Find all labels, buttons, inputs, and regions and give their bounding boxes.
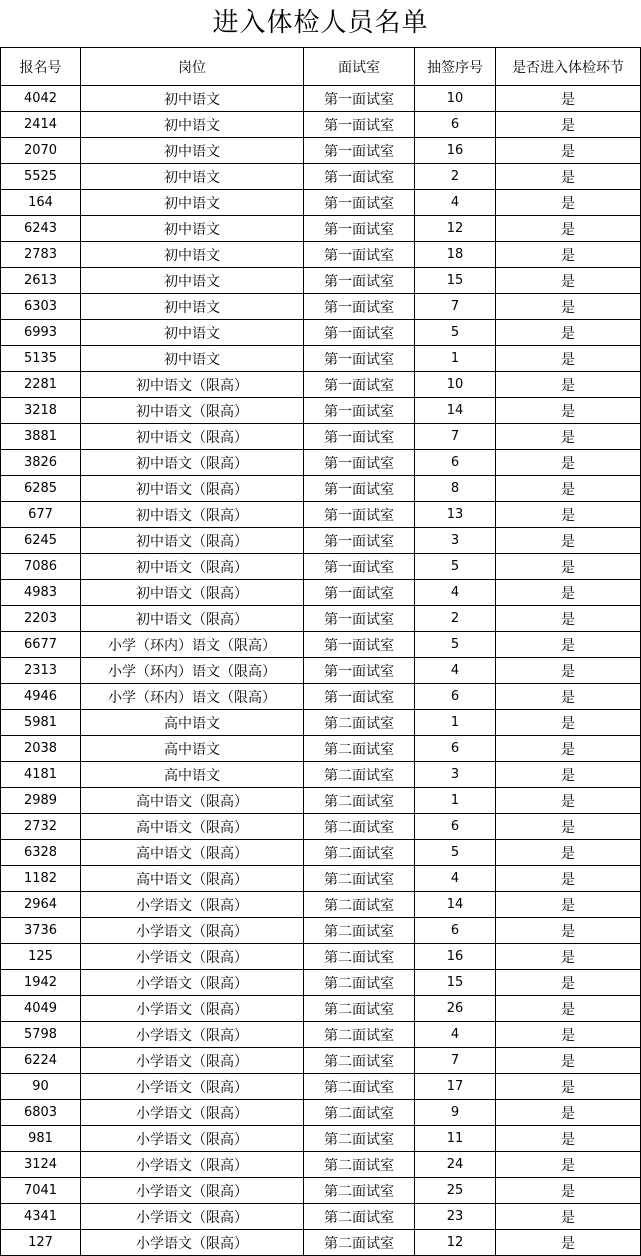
draw-number-cell: 2 — [415, 606, 496, 632]
position-cell: 小学语文（限高） — [81, 918, 304, 944]
interview-room-cell: 第二面试室 — [304, 944, 415, 970]
registration-number-cell: 2613 — [1, 268, 81, 294]
registration-number-cell: 5525 — [1, 164, 81, 190]
table-row — [1, 736, 641, 762]
registration-number-cell: 2070 — [1, 138, 81, 164]
interview-room-cell: 第一面试室 — [304, 528, 415, 554]
interview-room-cell: 第二面试室 — [304, 866, 415, 892]
draw-number-cell: 18 — [415, 242, 496, 268]
draw-number-cell: 1 — [415, 346, 496, 372]
interview-room-cell: 第二面试室 — [304, 892, 415, 918]
interview-room-cell: 第二面试室 — [304, 1100, 415, 1126]
table-body — [1, 86, 641, 1256]
position-cell: 小学语文（限高） — [81, 944, 304, 970]
draw-number-cell: 9 — [415, 1100, 496, 1126]
draw-number-cell: 15 — [415, 970, 496, 996]
interview-room-cell: 第二面试室 — [304, 1152, 415, 1178]
position-cell: 初中语文（限高） — [81, 528, 304, 554]
page-title: 进入体检人员名单 — [212, 8, 429, 38]
draw-number-cell: 4 — [415, 866, 496, 892]
position-cell: 小学语文（限高） — [81, 1230, 304, 1256]
table-row — [1, 424, 641, 450]
draw-number-cell: 2 — [415, 164, 496, 190]
interview-room-cell: 第一面试室 — [304, 86, 415, 112]
interview-room-cell: 第一面试室 — [304, 164, 415, 190]
exam-status-cell: 是 — [496, 866, 641, 892]
table-row — [1, 164, 641, 190]
registration-number-cell: 5981 — [1, 710, 81, 736]
draw-number-cell: 6 — [415, 736, 496, 762]
position-cell: 初中语文（限高） — [81, 450, 304, 476]
registration-number-cell: 6285 — [1, 476, 81, 502]
interview-room-cell: 第一面试室 — [304, 216, 415, 242]
exam-status-cell: 是 — [496, 1048, 641, 1074]
table-row — [1, 866, 641, 892]
interview-room-cell: 第一面试室 — [304, 112, 415, 138]
registration-number-cell: 1182 — [1, 866, 81, 892]
table-row — [1, 762, 641, 788]
draw-number-cell: 7 — [415, 424, 496, 450]
draw-number-cell: 14 — [415, 398, 496, 424]
position-cell: 小学语文（限高） — [81, 996, 304, 1022]
exam-status-cell: 是 — [496, 112, 641, 138]
exam-status-cell: 是 — [496, 372, 641, 398]
exam-status-cell: 是 — [496, 320, 641, 346]
table-header — [1, 48, 641, 86]
registration-number-cell: 125 — [1, 944, 81, 970]
table-row — [1, 944, 641, 970]
position-cell: 小学（环内）语文（限高） — [81, 684, 304, 710]
interview-room-cell: 第二面试室 — [304, 840, 415, 866]
position-cell: 高中语文（限高） — [81, 840, 304, 866]
exam-status-cell: 是 — [496, 164, 641, 190]
table-row — [1, 294, 641, 320]
draw-number-cell: 16 — [415, 944, 496, 970]
exam-status-cell: 是 — [496, 918, 641, 944]
table-row — [1, 476, 641, 502]
table-row — [1, 268, 641, 294]
registration-number-cell: 6677 — [1, 632, 81, 658]
exam-status-cell: 是 — [496, 684, 641, 710]
registration-number-cell: 6224 — [1, 1048, 81, 1074]
table-row — [1, 1048, 641, 1074]
draw-number-cell: 6 — [415, 684, 496, 710]
registration-number-cell: 2038 — [1, 736, 81, 762]
position-cell: 小学（环内）语文（限高） — [81, 632, 304, 658]
interview-room-cell: 第一面试室 — [304, 372, 415, 398]
exam-status-cell: 是 — [496, 658, 641, 684]
exam-status-cell: 是 — [496, 606, 641, 632]
exam-status-cell: 是 — [496, 86, 641, 112]
column-header-registration-number: 报名号 — [1, 48, 81, 86]
table-row — [1, 216, 641, 242]
draw-number-cell: 14 — [415, 892, 496, 918]
draw-number-cell: 5 — [415, 320, 496, 346]
registration-number-cell: 4946 — [1, 684, 81, 710]
table-row — [1, 918, 641, 944]
column-header-interview-room: 面试室 — [304, 48, 415, 86]
exam-status-cell: 是 — [496, 268, 641, 294]
draw-number-cell: 4 — [415, 1022, 496, 1048]
registration-number-cell: 3736 — [1, 918, 81, 944]
interview-room-cell: 第二面试室 — [304, 1022, 415, 1048]
table-row — [1, 1204, 641, 1230]
exam-status-cell: 是 — [496, 970, 641, 996]
draw-number-cell: 13 — [415, 502, 496, 528]
registration-number-cell: 6303 — [1, 294, 81, 320]
interview-room-cell: 第一面试室 — [304, 554, 415, 580]
draw-number-cell: 4 — [415, 190, 496, 216]
exam-status-cell: 是 — [496, 528, 641, 554]
position-cell: 小学（环内）语文（限高） — [81, 658, 304, 684]
registration-number-cell: 7086 — [1, 554, 81, 580]
table-row — [1, 788, 641, 814]
draw-number-cell: 8 — [415, 476, 496, 502]
draw-number-cell: 12 — [415, 1230, 496, 1256]
registration-number-cell: 3881 — [1, 424, 81, 450]
exam-status-cell: 是 — [496, 502, 641, 528]
table-row — [1, 398, 641, 424]
interview-room-cell: 第一面试室 — [304, 632, 415, 658]
exam-status-cell: 是 — [496, 580, 641, 606]
interview-room-cell: 第一面试室 — [304, 398, 415, 424]
draw-number-cell: 26 — [415, 996, 496, 1022]
position-cell: 初中语文 — [81, 138, 304, 164]
table-row — [1, 996, 641, 1022]
exam-status-cell: 是 — [496, 1074, 641, 1100]
draw-number-cell: 10 — [415, 86, 496, 112]
table-row — [1, 450, 641, 476]
position-cell: 小学语文（限高） — [81, 970, 304, 996]
registration-number-cell: 1942 — [1, 970, 81, 996]
interview-room-cell: 第一面试室 — [304, 450, 415, 476]
exam-status-cell: 是 — [496, 424, 641, 450]
registration-number-cell: 90 — [1, 1074, 81, 1100]
position-cell: 高中语文 — [81, 710, 304, 736]
registration-number-cell: 2281 — [1, 372, 81, 398]
registration-number-cell: 677 — [1, 502, 81, 528]
exam-status-cell: 是 — [496, 762, 641, 788]
registration-number-cell: 5135 — [1, 346, 81, 372]
draw-number-cell: 1 — [415, 788, 496, 814]
interview-room-cell: 第一面试室 — [304, 684, 415, 710]
interview-room-cell: 第一面试室 — [304, 502, 415, 528]
interview-room-cell: 第二面试室 — [304, 788, 415, 814]
exam-status-cell: 是 — [496, 632, 641, 658]
exam-status-cell: 是 — [496, 1230, 641, 1256]
interview-room-cell: 第一面试室 — [304, 606, 415, 632]
exam-status-cell: 是 — [496, 554, 641, 580]
table-row — [1, 710, 641, 736]
draw-number-cell: 24 — [415, 1152, 496, 1178]
interview-room-cell: 第一面试室 — [304, 320, 415, 346]
exam-status-cell: 是 — [496, 788, 641, 814]
position-cell: 小学语文（限高） — [81, 1100, 304, 1126]
table-row — [1, 1126, 641, 1152]
position-cell: 初中语文（限高） — [81, 398, 304, 424]
interview-room-cell: 第一面试室 — [304, 476, 415, 502]
table-row — [1, 580, 641, 606]
exam-status-cell: 是 — [496, 398, 641, 424]
table-row — [1, 840, 641, 866]
registration-number-cell: 3218 — [1, 398, 81, 424]
interview-room-cell: 第一面试室 — [304, 242, 415, 268]
registration-number-cell: 3124 — [1, 1152, 81, 1178]
table-row — [1, 138, 641, 164]
exam-status-cell: 是 — [496, 138, 641, 164]
draw-number-cell: 5 — [415, 554, 496, 580]
table-row — [1, 1178, 641, 1204]
position-cell: 小学语文（限高） — [81, 1152, 304, 1178]
draw-number-cell: 4 — [415, 580, 496, 606]
position-cell: 初中语文 — [81, 190, 304, 216]
table-row — [1, 242, 641, 268]
interview-room-cell: 第二面试室 — [304, 1178, 415, 1204]
table-row — [1, 320, 641, 346]
position-cell: 初中语文 — [81, 268, 304, 294]
draw-number-cell: 16 — [415, 138, 496, 164]
interview-room-cell: 第一面试室 — [304, 424, 415, 450]
registration-number-cell: 4181 — [1, 762, 81, 788]
position-cell: 小学语文（限高） — [81, 892, 304, 918]
registration-number-cell: 981 — [1, 1126, 81, 1152]
position-cell: 高中语文（限高） — [81, 814, 304, 840]
interview-room-cell: 第二面试室 — [304, 970, 415, 996]
draw-number-cell: 23 — [415, 1204, 496, 1230]
interview-room-cell: 第二面试室 — [304, 814, 415, 840]
position-cell: 初中语文 — [81, 242, 304, 268]
interview-room-cell: 第二面试室 — [304, 1048, 415, 1074]
exam-status-cell: 是 — [496, 892, 641, 918]
position-cell: 初中语文（限高） — [81, 554, 304, 580]
exam-status-cell: 是 — [496, 346, 641, 372]
exam-status-cell: 是 — [496, 1100, 641, 1126]
table-row — [1, 1230, 641, 1256]
exam-status-cell: 是 — [496, 476, 641, 502]
draw-number-cell: 17 — [415, 1074, 496, 1100]
table-row — [1, 554, 641, 580]
table-row — [1, 1100, 641, 1126]
exam-status-cell: 是 — [496, 190, 641, 216]
registration-number-cell: 4042 — [1, 86, 81, 112]
table-row — [1, 970, 641, 996]
draw-number-cell: 3 — [415, 762, 496, 788]
position-cell: 高中语文 — [81, 762, 304, 788]
registration-number-cell: 4049 — [1, 996, 81, 1022]
position-cell: 初中语文 — [81, 216, 304, 242]
registration-number-cell: 2203 — [1, 606, 81, 632]
position-cell: 初中语文（限高） — [81, 580, 304, 606]
registration-number-cell: 2414 — [1, 112, 81, 138]
draw-number-cell: 25 — [415, 1178, 496, 1204]
interview-room-cell: 第一面试室 — [304, 294, 415, 320]
registration-number-cell: 6245 — [1, 528, 81, 554]
draw-number-cell: 1 — [415, 710, 496, 736]
registration-number-cell: 2964 — [1, 892, 81, 918]
table-row — [1, 814, 641, 840]
registration-number-cell: 164 — [1, 190, 81, 216]
exam-status-cell: 是 — [496, 1178, 641, 1204]
position-cell: 初中语文（限高） — [81, 476, 304, 502]
interview-room-cell: 第一面试室 — [304, 346, 415, 372]
draw-number-cell: 6 — [415, 918, 496, 944]
interview-room-cell: 第二面试室 — [304, 762, 415, 788]
exam-status-cell: 是 — [496, 1022, 641, 1048]
interview-room-cell: 第二面试室 — [304, 1074, 415, 1100]
exam-status-cell: 是 — [496, 242, 641, 268]
registration-number-cell: 7041 — [1, 1178, 81, 1204]
interview-room-cell: 第一面试室 — [304, 658, 415, 684]
table-row — [1, 892, 641, 918]
column-header-position: 岗位 — [81, 48, 304, 86]
table-row — [1, 684, 641, 710]
draw-number-cell: 4 — [415, 658, 496, 684]
interview-room-cell: 第二面试室 — [304, 1230, 415, 1256]
position-cell: 小学语文（限高） — [81, 1074, 304, 1100]
registration-number-cell: 6993 — [1, 320, 81, 346]
registration-number-cell: 127 — [1, 1230, 81, 1256]
registration-number-cell: 6243 — [1, 216, 81, 242]
interview-room-cell: 第二面试室 — [304, 710, 415, 736]
interview-room-cell: 第一面试室 — [304, 268, 415, 294]
registration-number-cell: 2313 — [1, 658, 81, 684]
table-row — [1, 1152, 641, 1178]
draw-number-cell: 10 — [415, 372, 496, 398]
interview-room-cell: 第一面试室 — [304, 580, 415, 606]
draw-number-cell: 6 — [415, 112, 496, 138]
table-row — [1, 372, 641, 398]
registration-number-cell: 6803 — [1, 1100, 81, 1126]
interview-room-cell: 第二面试室 — [304, 1126, 415, 1152]
position-cell: 高中语文（限高） — [81, 866, 304, 892]
draw-number-cell: 6 — [415, 450, 496, 476]
position-cell: 初中语文 — [81, 320, 304, 346]
header-row — [1, 48, 641, 86]
draw-number-cell: 6 — [415, 814, 496, 840]
exam-status-cell: 是 — [496, 1126, 641, 1152]
position-cell: 初中语文 — [81, 164, 304, 190]
draw-number-cell: 5 — [415, 632, 496, 658]
table-row — [1, 658, 641, 684]
exam-status-cell: 是 — [496, 996, 641, 1022]
position-cell: 初中语文（限高） — [81, 502, 304, 528]
exam-status-cell: 是 — [496, 710, 641, 736]
position-cell: 初中语文 — [81, 346, 304, 372]
draw-number-cell: 11 — [415, 1126, 496, 1152]
position-cell: 初中语文 — [81, 112, 304, 138]
position-cell: 初中语文（限高） — [81, 606, 304, 632]
registration-number-cell: 6328 — [1, 840, 81, 866]
table-row — [1, 606, 641, 632]
registration-number-cell: 5798 — [1, 1022, 81, 1048]
draw-number-cell: 7 — [415, 1048, 496, 1074]
exam-status-cell: 是 — [496, 1204, 641, 1230]
column-header-draw-number: 抽签序号 — [415, 48, 496, 86]
table-row — [1, 632, 641, 658]
exam-status-cell: 是 — [496, 736, 641, 762]
draw-number-cell: 5 — [415, 840, 496, 866]
interview-room-cell: 第一面试室 — [304, 190, 415, 216]
interview-room-cell: 第二面试室 — [304, 736, 415, 762]
position-cell: 小学语文（限高） — [81, 1048, 304, 1074]
interview-room-cell: 第一面试室 — [304, 138, 415, 164]
registration-number-cell: 3826 — [1, 450, 81, 476]
table-row — [1, 1022, 641, 1048]
position-cell: 小学语文（限高） — [81, 1204, 304, 1230]
table-row — [1, 1074, 641, 1100]
exam-status-cell: 是 — [496, 944, 641, 970]
table-row — [1, 112, 641, 138]
interview-room-cell: 第二面试室 — [304, 996, 415, 1022]
exam-status-cell: 是 — [496, 216, 641, 242]
draw-number-cell: 15 — [415, 268, 496, 294]
position-cell: 小学语文（限高） — [81, 1178, 304, 1204]
registration-number-cell: 2783 — [1, 242, 81, 268]
exam-status-cell: 是 — [496, 1152, 641, 1178]
position-cell: 初中语文 — [81, 294, 304, 320]
column-header-enter-physical-exam: 是否进入体检环节 — [496, 48, 641, 86]
table-row — [1, 528, 641, 554]
position-cell: 高中语文 — [81, 736, 304, 762]
exam-status-cell: 是 — [496, 840, 641, 866]
registration-number-cell: 2989 — [1, 788, 81, 814]
draw-number-cell: 7 — [415, 294, 496, 320]
exam-status-cell: 是 — [496, 294, 641, 320]
registration-number-cell: 4983 — [1, 580, 81, 606]
position-cell: 初中语文（限高） — [81, 372, 304, 398]
position-cell: 初中语文 — [81, 86, 304, 112]
draw-number-cell: 12 — [415, 216, 496, 242]
table-row — [1, 190, 641, 216]
interview-room-cell: 第二面试室 — [304, 918, 415, 944]
position-cell: 小学语文（限高） — [81, 1022, 304, 1048]
position-cell: 初中语文（限高） — [81, 424, 304, 450]
table-row — [1, 86, 641, 112]
table-row — [1, 346, 641, 372]
position-cell: 高中语文（限高） — [81, 788, 304, 814]
interview-room-cell: 第二面试室 — [304, 1204, 415, 1230]
draw-number-cell: 3 — [415, 528, 496, 554]
table-row — [1, 502, 641, 528]
registration-number-cell: 4341 — [1, 1204, 81, 1230]
position-cell: 小学语文（限高） — [81, 1126, 304, 1152]
exam-status-cell: 是 — [496, 814, 641, 840]
exam-status-cell: 是 — [496, 450, 641, 476]
candidate-table — [0, 47, 641, 1256]
registration-number-cell: 2732 — [1, 814, 81, 840]
